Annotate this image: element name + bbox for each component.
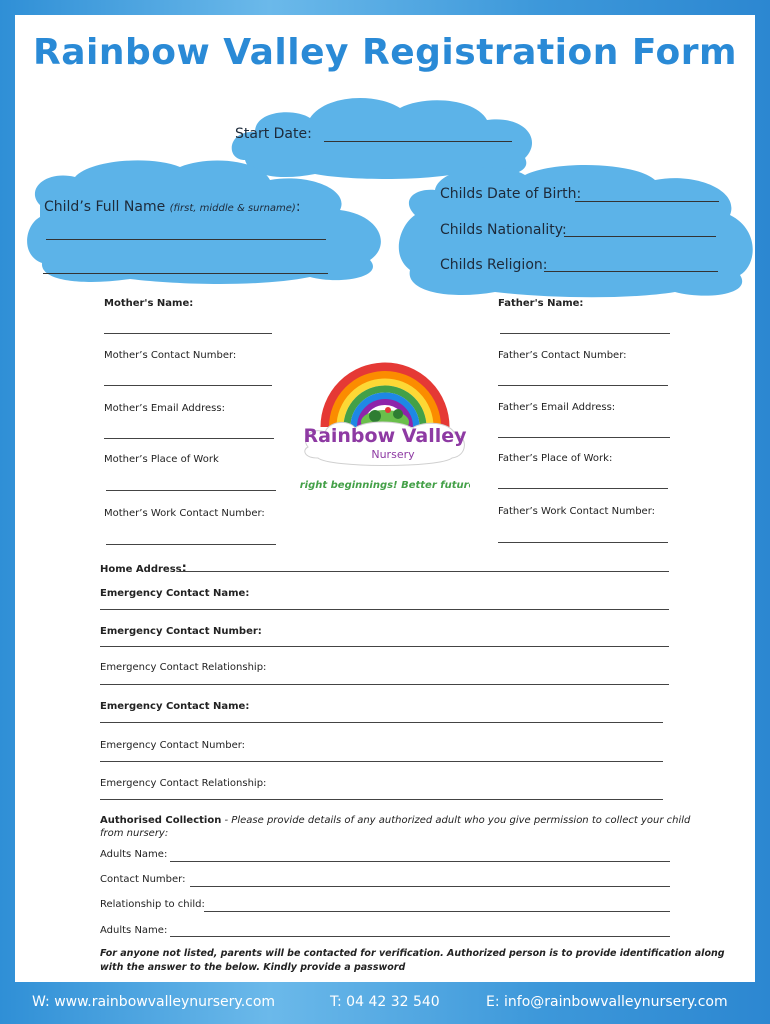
authorised-collection-desc-2: from nursery:: [100, 828, 169, 839]
authorised-collection-heading: Authorised Collection: [100, 815, 222, 826]
father-contact-field[interactable]: [498, 385, 668, 386]
nationality-field[interactable]: [564, 236, 716, 237]
father-email-field[interactable]: [498, 437, 670, 438]
father-name-field[interactable]: [500, 333, 670, 334]
authorised-collection-desc: - Please provide details of any authorized adult who you give permission to collect your child: [221, 815, 691, 826]
mother-work-place-field[interactable]: [106, 490, 276, 491]
ec-number-1-label: Emergency Contact Number:: [100, 626, 262, 637]
ec-rel-2-field[interactable]: [100, 799, 663, 800]
child-full-name-label: [44, 199, 301, 215]
child-full-name-field-1[interactable]: [46, 239, 326, 240]
ec-name-1-label: Emergency Contact Name:: [100, 588, 250, 599]
father-work-place-label: Father’s Place of Work:: [498, 453, 613, 464]
dob-label: Childs Date of Birth:: [440, 186, 582, 202]
father-work-contact-label: Father’s Work Contact Number:: [498, 506, 656, 517]
ec-number-2-field[interactable]: [100, 761, 663, 762]
home-address-label: [100, 561, 187, 576]
child-full-name-text: Child’s Full Name: [44, 199, 170, 215]
nationality-label: Childs Nationality:: [440, 222, 567, 238]
dob-field[interactable]: [575, 201, 719, 202]
mother-work-place-label: Mother’s Place of Work: [104, 454, 219, 465]
adults-name-2-field[interactable]: [170, 936, 670, 937]
father-email-label: Father’s Email Address:: [498, 402, 616, 413]
relationship-label: Relationship to child:: [100, 899, 205, 910]
child-full-name-field-2[interactable]: [43, 273, 328, 274]
home-address-field[interactable]: [177, 571, 669, 572]
adults-name-2-label: Adults Name:: [100, 925, 168, 936]
father-name-label: Father's Name:: [498, 298, 584, 309]
father-work-place-field[interactable]: [498, 488, 668, 489]
form-title: Rainbow Valley Registration Form: [32, 32, 738, 73]
adults-name-1-field[interactable]: [170, 861, 670, 862]
mother-email-label: Mother’s Email Address:: [104, 403, 225, 414]
rainbow-valley-logo: [300, 352, 470, 497]
footer-email: E: info@rainbowvalleynursery.com: [486, 994, 728, 1010]
logo-name: Rainbow Valley: [303, 425, 467, 447]
rainbow-icon: [300, 352, 470, 497]
contact-number-field[interactable]: [190, 886, 670, 887]
mother-email-field[interactable]: [104, 438, 274, 439]
mother-name-field[interactable]: [104, 333, 272, 334]
contact-number-label: Contact Number:: [100, 874, 186, 885]
start-date-field[interactable]: [324, 141, 512, 142]
mother-work-contact-field[interactable]: [106, 544, 276, 545]
home-address-colon: :: [181, 561, 187, 576]
child-name-cloud: [20, 155, 400, 285]
logo-tagline: Bright beginnings! Better future!: [300, 480, 470, 491]
authorised-collection-text: [100, 815, 690, 826]
ec-number-1-field[interactable]: [100, 646, 669, 647]
footer-website: W: www.rainbowvalleynursery.com: [32, 994, 276, 1010]
mother-name-label: Mother's Name:: [104, 298, 194, 309]
religion-field[interactable]: [544, 271, 718, 272]
adults-name-1-label: Adults Name:: [100, 849, 168, 860]
ec-name-1-field[interactable]: [100, 609, 669, 610]
child-full-name-colon: :: [295, 199, 301, 215]
mother-contact-label: Mother’s Contact Number:: [104, 350, 237, 361]
verification-note-1: For anyone not listed, parents will be contacted for verification. Authorized person is to provide identification along: [100, 948, 725, 959]
mother-contact-field[interactable]: [104, 385, 272, 386]
ec-rel-1-label: Emergency Contact Relationship:: [100, 662, 267, 673]
verification-note-2: with the answer to the below. Kindly provide a password: [100, 962, 406, 973]
footer-telephone: T: 04 42 32 540: [330, 994, 440, 1010]
father-contact-label: Father’s Contact Number:: [498, 350, 627, 361]
ec-name-2-label: Emergency Contact Name:: [100, 701, 250, 712]
start-date-label: Start Date:: [235, 126, 312, 142]
ec-name-2-field[interactable]: [100, 722, 663, 723]
ec-rel-2-label: Emergency Contact Relationship:: [100, 778, 267, 789]
logo-sub: Nursery: [371, 448, 415, 461]
ec-number-2-label: Emergency Contact Number:: [100, 740, 246, 751]
mother-work-contact-label: Mother’s Work Contact Number:: [104, 508, 265, 519]
home-address-text: Home Address: [100, 564, 182, 575]
relationship-field[interactable]: [204, 911, 670, 912]
religion-label: Childs Religion:: [440, 257, 548, 273]
ec-rel-1-field[interactable]: [100, 684, 669, 685]
father-work-contact-field[interactable]: [498, 542, 668, 543]
child-full-name-hint: (first, middle & surname): [169, 203, 296, 214]
